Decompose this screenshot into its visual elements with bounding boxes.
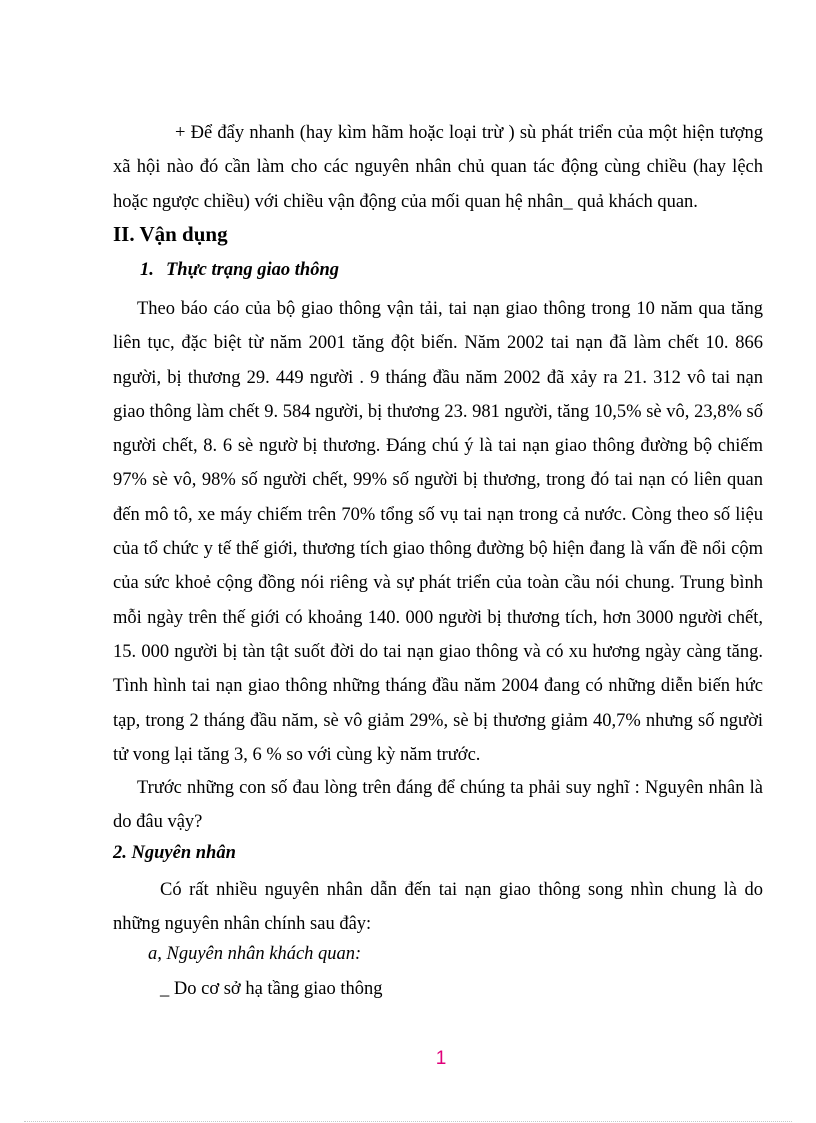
paragraph-intro: + Để đẩy nhanh (hay kìm hãm hoặc loại trừ ) sù phát triển của một hiện tượng xã hội nào đó cần làm cho các nguyên nhân chủ quan tác động cùng chiều (hay lệch hoặc ngược chiều) với chiều vận động của mối quan hệ nhân_ quả khách quan. bbox=[113, 123, 763, 212]
subsection-title-1: Thực trạng giao thông bbox=[166, 260, 339, 280]
page-number: 1 bbox=[435, 1048, 447, 1069]
sub-heading-objective-causes: a, Nguyên nhân khách quan: bbox=[148, 944, 362, 964]
paragraph-question: Trước những con số đau lòng trên đáng để chúng ta phải suy nghĩ : Nguyên nhân là do đâu vậy? bbox=[113, 778, 763, 833]
section-heading: II. Vận dụng bbox=[113, 222, 228, 246]
subsection-heading-2: 2. Nguyên nhân bbox=[113, 843, 236, 863]
bullet-infrastructure: _ Do cơ sở hạ tầng giao thông bbox=[160, 979, 383, 999]
paragraph-statistics: Theo báo cáo của bộ giao thông vận tải, tai nạn giao thông trong 10 năm qua tăng liên tục, đặc biệt từ năm 2001 tăng đột biến. Năm 2002 tai nạn đã làm chết 10. 866 người, bị thương 29. 449 người . 9 tháng đầu năm 2002 đã xảy ra 21. 312 vô tai nạn giao thông làm chết 9. 584 người, bị thương 23. 981 người, tăng 10,5% sè vô, 23,8% số người chết, 8. 6 sè ngườ bị thương. Đáng chú ý là tai nạn giao thông đường bộ chiếm 97% sè vô, 98% số người chết, 99% số người bị thương, trong đó tai nạn có liên quan đến mô tô, xe máy chiếm trên 70% tổng số vụ tai nạn trong cả nước. Còng theo số liệu của tổ chức y tế thế giới, thương tích giao thông đường bộ hiện đang là vấn đề nổi cộm của sức khoẻ cộng đồng nói riêng và sự phát triển của toàn cầu nói chung. Trung bình mỗi ngày trên thế giới có khoảng 140. 000 người bị thương tích, hơn 3000 người chết, 15. 000 người bị tàn tật suốt đời do tai nạn giao thông và có xu hương ngày càng tăng. Tình hình tai nạn giao thông những tháng đầu năm 2004 đang có những diễn biến hức tạp, trong 2 tháng đầu năm, sè vô giảm 29%, sè bị thương giảm 40,7% nhưng số người tử vong lại tăng 3, 6 % so với cùng kỳ năm trước. bbox=[113, 299, 763, 765]
subsection-heading-1 bbox=[140, 260, 339, 281]
page-border-line bbox=[24, 1121, 792, 1122]
paragraph-causes: Có rất nhiều nguyên nhân dẫn đến tai nạn giao thông song nhìn chung là do những nguyên nhân chính sau đây: bbox=[113, 880, 763, 935]
subsection-number-1: 1. bbox=[140, 260, 154, 280]
